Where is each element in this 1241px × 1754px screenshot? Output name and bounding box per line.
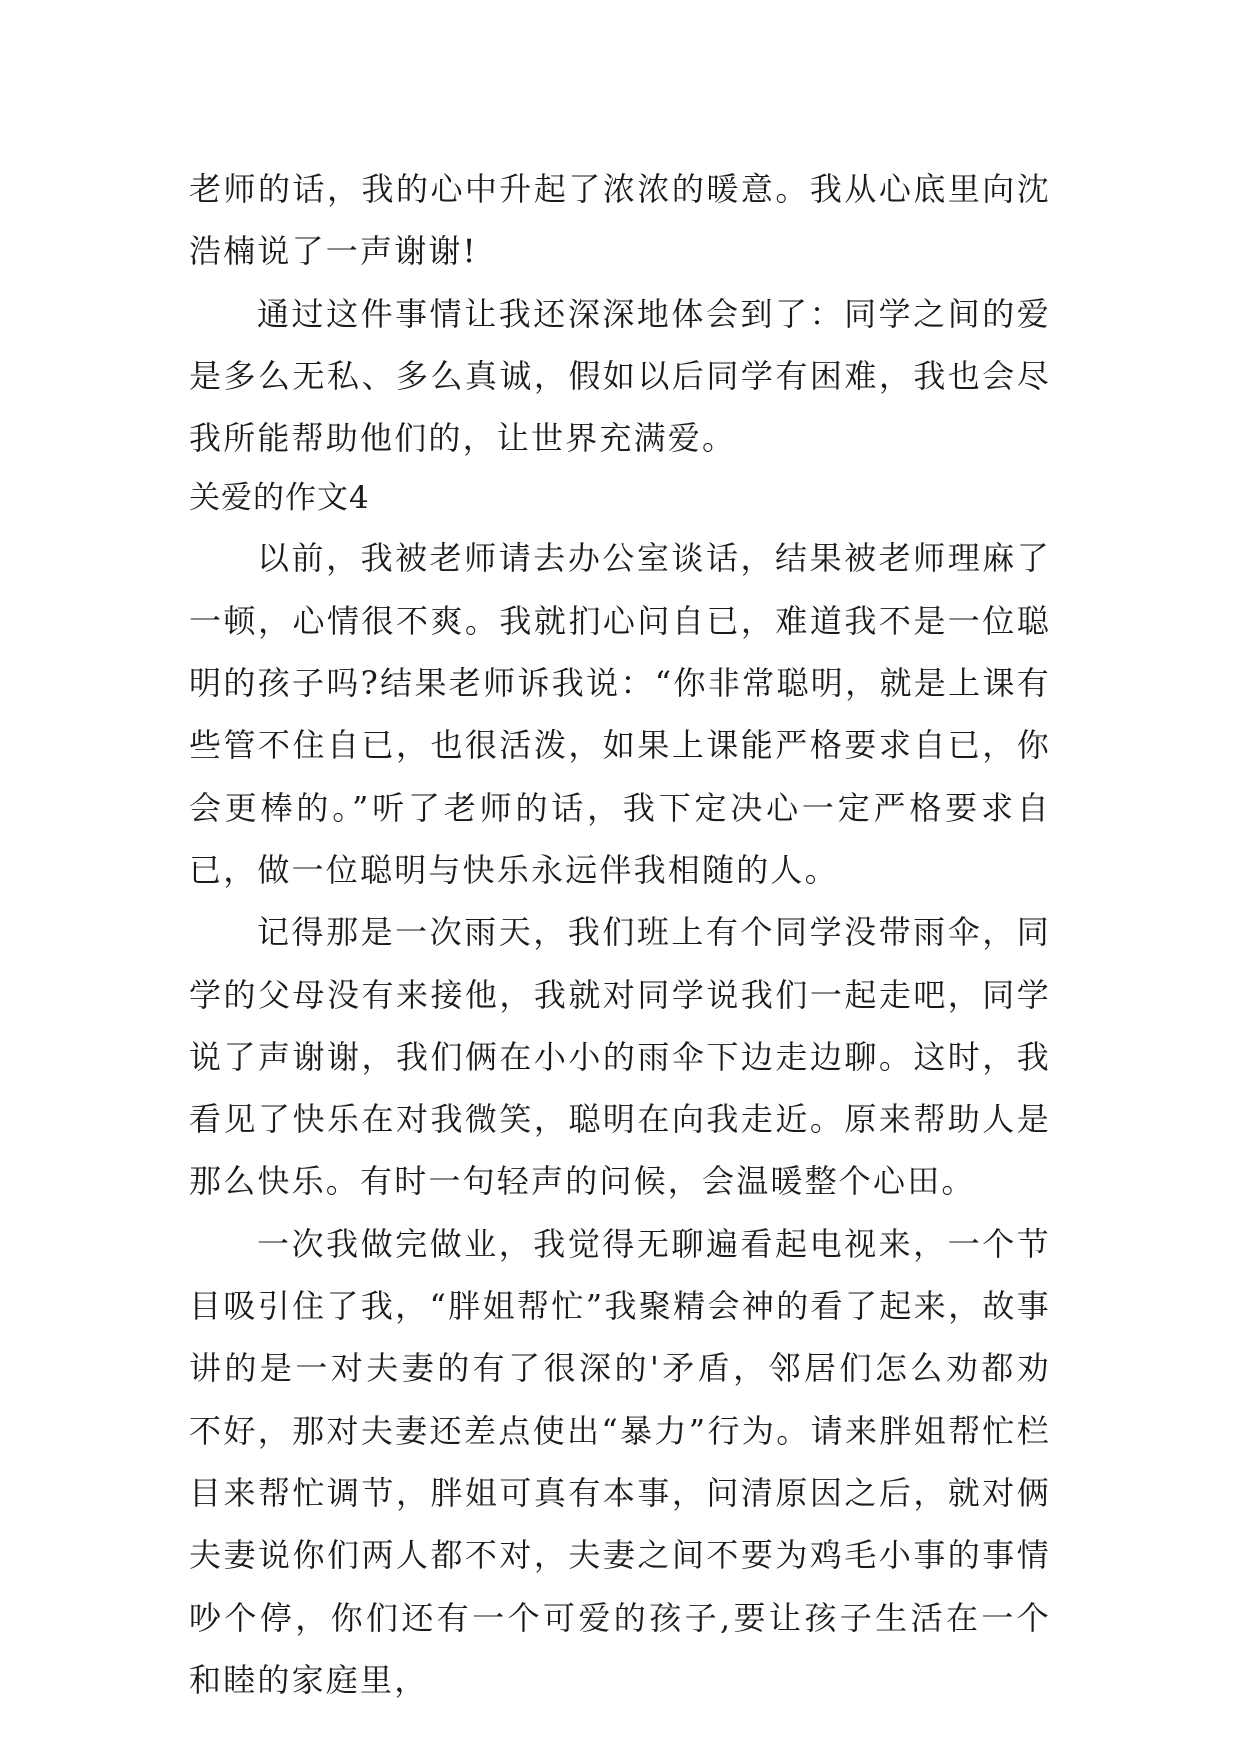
paragraph-teacher-talk: 以前，我被老师请去办公室谈话，结果被老师理麻了一顿，心情很不爽。我就扪心问自已，难道我不是一位聪明的孩子吗?结果老师诉我说：“你非常聪明，就是上课有些管不住自已，也很活泼，如果上课能严格要求自已，你会更棒的。”听了老师的话，我下定决心一定严格要求自已，做一位聪明与快乐永远伴我相随的人。 xyxy=(189,539,1051,889)
document-body xyxy=(189,158,1051,1711)
paragraph-tv-program: 一次我做完做业，我觉得无聊遍看起电视来，一个节目吸引住了我，“胖姐帮忙”我聚精会神的看了起来，故事讲的是一对夫妻的有了很深的'矛盾，邻居们怎么劝都劝不好，那对夫妻还差点使出“暴力”行为。请来胖姐帮忙栏目来帮忙调节，胖姐可真有本事，问清原因之后，就对俩夫妻说你们两人都不对，夫妻之间不要为鸡毛小事的事情吵个停，你们还有一个可爱的孩子,要让孩子生活在一个和睦的家庭里， xyxy=(189,1224,1051,1699)
essay-heading: 关爱的作文4 xyxy=(189,480,370,517)
paragraph-rainy-day: 记得那是一次雨天，我们班上有个同学没带雨伞，同学的父母没有来接他，我就对同学说我们一起走吧，同学说了声谢谢，我们俩在小小的雨伞下边走边聊。这时，我看见了快乐在对我微笑，聪明在向我走近。原来帮助人是那么快乐。有时一句轻声的问候，会温暖整个心田。 xyxy=(189,913,1051,1201)
paragraph-conclusion: 通过这件事情让我还深深地体会到了：同学之间的爱是多么无私、多么真诚，假如以后同学有困难，我也会尽我所能帮助他们的，让世界充满爱。 xyxy=(189,294,1051,458)
paragraph-continued: 老师的话，我的心中升起了浓浓的暖意。我从心底里向沈浩楠说了一声谢谢! xyxy=(189,170,1051,271)
